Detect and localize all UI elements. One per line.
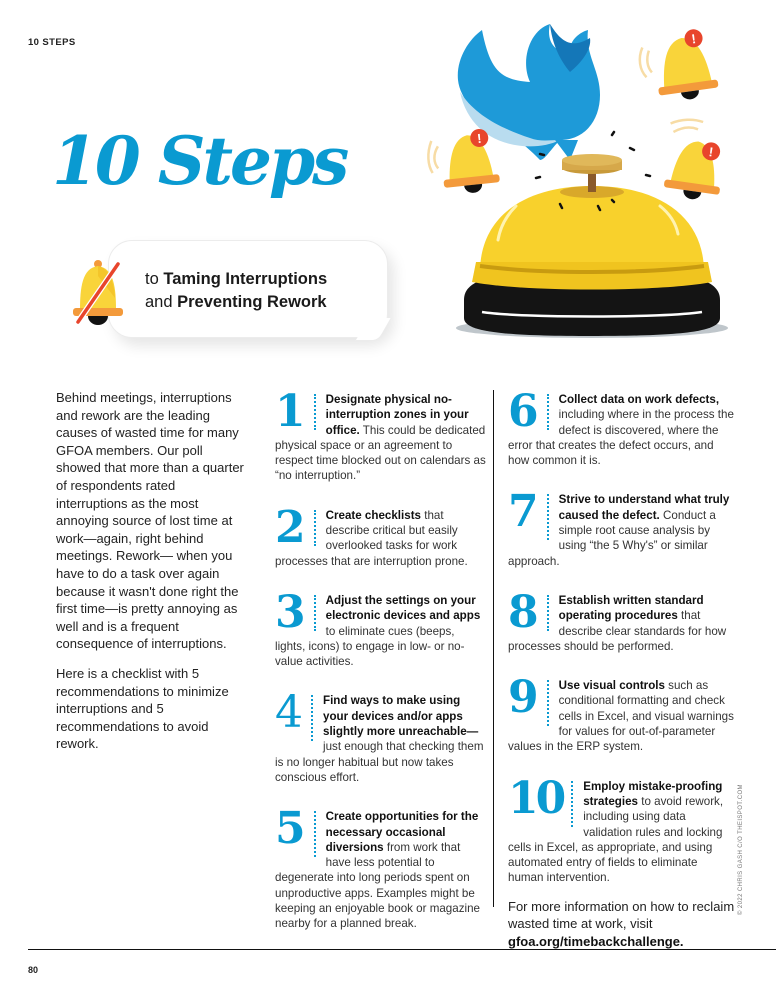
dotted-separator <box>314 394 316 430</box>
step-body: from work that have less potential to degenerate into long periods spent on unproductive apps. Examples might be keeping an enjoyable book or magazine nearby for a planned break. <box>275 840 480 931</box>
step-5 <box>275 803 487 931</box>
intro-text <box>56 389 246 765</box>
step-body: just enough that checking them is no longer habitual but now takes conscious effort. <box>275 740 484 784</box>
dotted-separator <box>314 595 316 631</box>
steps-column-2 <box>508 386 736 951</box>
step-heading: Collect data on work defects, <box>558 393 720 406</box>
step-number: 2 <box>275 501 306 553</box>
hero-illustration <box>420 0 776 350</box>
closing-note <box>508 898 736 951</box>
step-number: 10 <box>508 772 564 824</box>
step-2 <box>275 501 487 569</box>
page-number: 80 <box>28 965 39 975</box>
muted-bell-icon <box>68 258 128 326</box>
step-heading: Designate physical no-interruption zones in your office. <box>325 393 469 437</box>
column-divider <box>493 390 494 907</box>
step-number: 5 <box>275 803 306 855</box>
step-number: 7 <box>508 486 539 538</box>
dotted-separator <box>547 595 549 631</box>
step-body: that describe critical but easily overlooked tasks for work processes that are interruption prone. <box>275 508 468 568</box>
step-number: 8 <box>508 586 539 638</box>
subtitle-prefix: and <box>145 293 178 311</box>
svg-text:!: ! <box>707 144 715 160</box>
page-title: 10 Steps <box>52 122 347 200</box>
step-6 <box>508 386 736 468</box>
intro-paragraph: Here is a checklist with 5 recommendations to minimize interruptions and 5 recommendations to avoid rework. <box>56 665 229 752</box>
dotted-separator <box>314 811 316 857</box>
step-number: 4 <box>275 687 303 739</box>
step-number: 1 <box>275 386 306 437</box>
step-heading: Strive to understand what truly caused the defect. <box>558 493 730 522</box>
subtitle-emphasis: Taming Interruptions <box>163 270 328 288</box>
step-body: This could be dedicated physical space or an agreement to respect time blocked out on calendars as “no interruption.” <box>275 423 486 483</box>
intro-paragraph: Behind meetings, interruptions and rework are the leading causes of wasted time for many GFOA members. Our poll showed that more than a quarter of respondents rated interruptions as the most annoying source of lost time at work—again, right behind meetings. Rework— when you have to do a task over again because it wasn't done right the first time—is pretty annoying as well and is a frequent consequence of interruptions. <box>56 390 244 652</box>
subtitle-prefix: to <box>145 270 164 288</box>
dotted-separator <box>547 680 549 726</box>
step-body: to eliminate cues (beeps, lights, icons) to engage in low- or no-value activities. <box>275 624 465 669</box>
subtitle-emphasis: Preventing Rework <box>177 293 327 311</box>
dotted-separator <box>571 781 573 827</box>
alert-bell-icon <box>661 117 729 203</box>
step-number: 3 <box>275 586 306 638</box>
step-4 <box>275 687 487 785</box>
step-7 <box>508 486 736 568</box>
step-3 <box>275 586 487 669</box>
dotted-separator <box>547 394 549 430</box>
subtitle <box>145 268 327 314</box>
svg-text:!: ! <box>690 31 697 47</box>
step-body: that describe clear standards for how processes should be performed. <box>508 609 727 653</box>
step-heading: Employ mistake-proofing strategies <box>583 779 723 808</box>
step-body: Conduct a simple root cause analysis by using “the 5 Why's” or similar approach. <box>508 508 716 568</box>
closing-text: For more information on how to reclaim wasted time at work, visit <box>508 898 735 932</box>
section-label: 10 STEPS <box>28 37 76 48</box>
alert-bell-icon <box>636 27 719 106</box>
steps-column-1 <box>275 386 487 932</box>
photo-credit: © 2022 CHRIS GASH C/O THEISPOT.COM <box>738 784 744 915</box>
dotted-separator <box>311 695 313 741</box>
step-number: 9 <box>508 672 539 724</box>
alert-bell-icon <box>426 127 501 197</box>
step-body: including where in the process the defect is discovered, where the error that creates the defect occurs, and how common it is. <box>508 408 734 468</box>
step-number: 6 <box>508 386 539 437</box>
dotted-separator <box>547 494 549 540</box>
step-1 <box>275 386 487 484</box>
resource-link[interactable]: gfoa.org/timebackchallenge. <box>508 933 684 949</box>
step-heading: Use visual controls <box>558 679 665 693</box>
step-heading: Establish written standard operating procedures <box>558 593 704 623</box>
dotted-separator <box>314 510 316 546</box>
svg-text:!: ! <box>476 130 483 147</box>
step-body: such as conditional formatting and check cells in Excel, and visual warnings for values for out-of-parameter values in the ERP system. <box>508 679 734 754</box>
step-heading: Create opportunities for the necessary occasional diversions <box>325 810 479 854</box>
step-heading: Create checklists <box>325 508 422 522</box>
step-9 <box>508 672 736 754</box>
step-10 <box>508 772 736 886</box>
step-heading: Find ways to make using your devices and/or apps slightly more unreachable— <box>323 694 479 739</box>
step-body: to avoid rework, including using data validation rules and locking cells in Excel, as appropriate, and using automated entry of fields to eliminate human intervention. <box>508 794 724 885</box>
step-heading: Adjust the settings on your electronic devices and apps <box>325 593 481 623</box>
step-8 <box>508 586 736 654</box>
footer-rule <box>28 949 776 950</box>
